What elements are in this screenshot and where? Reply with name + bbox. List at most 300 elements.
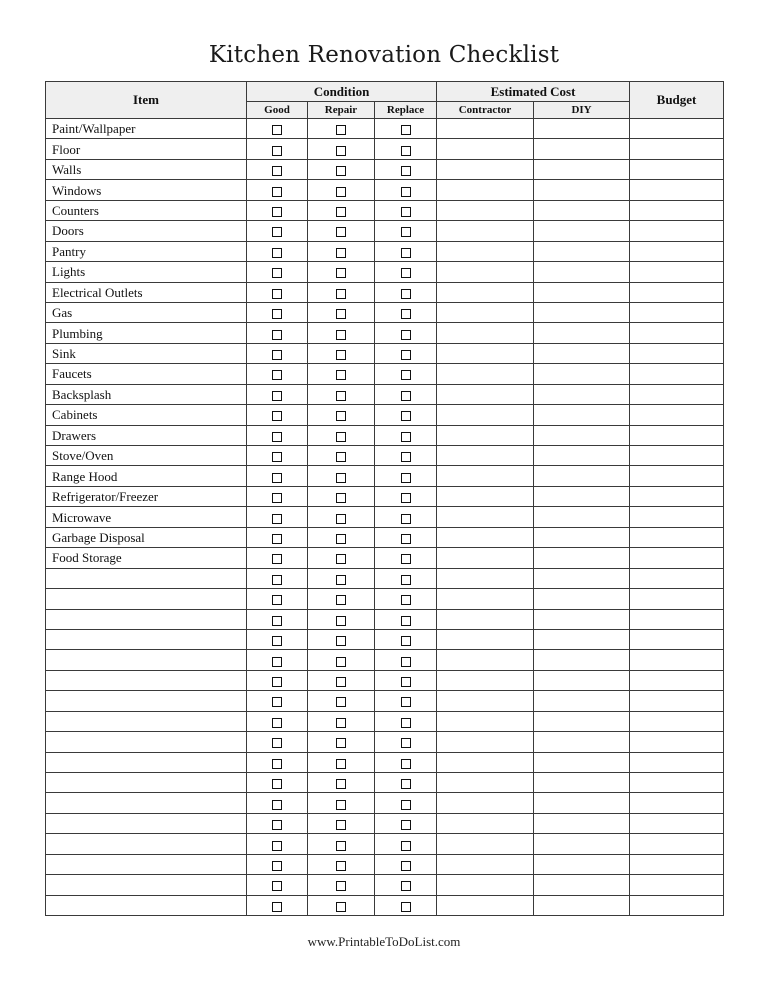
replace-checkbox[interactable] bbox=[401, 514, 411, 524]
footer-url[interactable]: www.PrintableToDoList.com bbox=[307, 934, 461, 949]
budget-cost-cell[interactable] bbox=[630, 732, 724, 752]
item-name-cell[interactable] bbox=[46, 875, 247, 895]
replace-cell bbox=[375, 180, 437, 200]
good-checkbox[interactable] bbox=[272, 391, 282, 401]
replace-checkbox[interactable] bbox=[401, 227, 411, 237]
contractor-cost-cell[interactable] bbox=[437, 875, 534, 895]
repair-checkbox[interactable] bbox=[336, 452, 346, 462]
item-name-cell[interactable] bbox=[46, 589, 247, 609]
budget-cost-cell[interactable] bbox=[630, 711, 724, 731]
table-row bbox=[46, 507, 724, 527]
good-checkbox[interactable] bbox=[272, 227, 282, 237]
item-name-cell[interactable] bbox=[46, 773, 247, 793]
repair-checkbox[interactable] bbox=[336, 554, 346, 564]
diy-cost-cell[interactable] bbox=[534, 834, 630, 854]
budget-cost-cell[interactable] bbox=[630, 834, 724, 854]
repair-checkbox[interactable] bbox=[336, 881, 346, 891]
repair-checkbox[interactable] bbox=[336, 616, 346, 626]
contractor-cost-cell[interactable] bbox=[437, 139, 534, 159]
replace-checkbox[interactable] bbox=[401, 554, 411, 564]
repair-checkbox[interactable] bbox=[336, 595, 346, 605]
diy-cost-cell[interactable] bbox=[534, 446, 630, 466]
good-checkbox[interactable] bbox=[272, 268, 282, 278]
repair-checkbox[interactable] bbox=[336, 227, 346, 237]
budget-cost-cell[interactable] bbox=[630, 650, 724, 670]
diy-cost-cell[interactable] bbox=[534, 241, 630, 261]
repair-cell bbox=[308, 834, 375, 854]
contractor-cost-cell[interactable] bbox=[437, 813, 534, 833]
budget-cost-cell[interactable] bbox=[630, 384, 724, 404]
budget-cost-cell[interactable] bbox=[630, 691, 724, 711]
replace-checkbox[interactable] bbox=[401, 718, 411, 728]
diy-cost-cell[interactable] bbox=[534, 466, 630, 486]
replace-checkbox[interactable] bbox=[401, 534, 411, 544]
replace-checkbox[interactable] bbox=[401, 187, 411, 197]
replace-checkbox[interactable] bbox=[401, 452, 411, 462]
diy-cost-cell[interactable] bbox=[534, 343, 630, 363]
good-checkbox[interactable] bbox=[272, 309, 282, 319]
contractor-cost-cell[interactable] bbox=[437, 302, 534, 322]
budget-cost-cell[interactable] bbox=[630, 221, 724, 241]
repair-cell bbox=[308, 732, 375, 752]
replace-cell bbox=[375, 425, 437, 445]
item-name-cell[interactable] bbox=[46, 691, 247, 711]
item-name-cell[interactable] bbox=[46, 609, 247, 629]
contractor-cost-cell[interactable] bbox=[437, 180, 534, 200]
contractor-cost-cell[interactable] bbox=[437, 486, 534, 506]
replace-checkbox[interactable] bbox=[401, 370, 411, 380]
replace-checkbox[interactable] bbox=[401, 473, 411, 483]
replace-checkbox[interactable] bbox=[401, 841, 411, 851]
diy-cost-cell[interactable] bbox=[534, 139, 630, 159]
good-checkbox[interactable] bbox=[272, 514, 282, 524]
item-name-cell[interactable]: Garbage Disposal bbox=[46, 527, 247, 547]
good-checkbox[interactable] bbox=[272, 820, 282, 830]
replace-checkbox[interactable] bbox=[401, 411, 411, 421]
diy-cost-cell[interactable] bbox=[534, 364, 630, 384]
replace-checkbox[interactable] bbox=[401, 493, 411, 503]
item-name-cell[interactable]: Pantry bbox=[46, 241, 247, 261]
budget-cost-cell[interactable] bbox=[630, 548, 724, 568]
repair-checkbox[interactable] bbox=[336, 493, 346, 503]
table-row bbox=[46, 486, 724, 506]
budget-cost-cell[interactable] bbox=[630, 323, 724, 343]
diy-cost-cell[interactable] bbox=[534, 629, 630, 649]
good-checkbox[interactable] bbox=[272, 616, 282, 626]
diy-cost-cell[interactable] bbox=[534, 691, 630, 711]
repair-checkbox[interactable] bbox=[336, 697, 346, 707]
repair-checkbox[interactable] bbox=[336, 370, 346, 380]
diy-cost-cell[interactable] bbox=[534, 568, 630, 588]
contractor-cost-cell[interactable] bbox=[437, 262, 534, 282]
good-checkbox[interactable] bbox=[272, 738, 282, 748]
replace-checkbox[interactable] bbox=[401, 146, 411, 156]
item-name-cell[interactable] bbox=[46, 670, 247, 690]
contractor-cost-cell[interactable] bbox=[437, 364, 534, 384]
budget-cost-cell[interactable] bbox=[630, 609, 724, 629]
replace-checkbox[interactable] bbox=[401, 636, 411, 646]
diy-cost-cell[interactable] bbox=[534, 507, 630, 527]
repair-checkbox[interactable] bbox=[336, 534, 346, 544]
budget-cost-cell[interactable] bbox=[630, 262, 724, 282]
good-checkbox[interactable] bbox=[272, 289, 282, 299]
item-name-cell[interactable]: Lights bbox=[46, 262, 247, 282]
budget-cost-cell[interactable] bbox=[630, 119, 724, 139]
budget-cost-cell[interactable] bbox=[630, 282, 724, 302]
repair-checkbox[interactable] bbox=[336, 432, 346, 442]
good-checkbox[interactable] bbox=[272, 657, 282, 667]
good-checkbox[interactable] bbox=[272, 554, 282, 564]
contractor-cost-cell[interactable] bbox=[437, 343, 534, 363]
good-checkbox[interactable] bbox=[272, 248, 282, 258]
diy-cost-cell[interactable] bbox=[534, 773, 630, 793]
replace-checkbox[interactable] bbox=[401, 697, 411, 707]
contractor-cost-cell[interactable] bbox=[437, 425, 534, 445]
item-name-cell[interactable]: Paint/Wallpaper bbox=[46, 119, 247, 139]
repair-checkbox[interactable] bbox=[336, 391, 346, 401]
replace-checkbox[interactable] bbox=[401, 268, 411, 278]
item-name-cell[interactable]: Counters bbox=[46, 200, 247, 220]
replace-cell bbox=[375, 221, 437, 241]
replace-checkbox[interactable] bbox=[401, 902, 411, 912]
good-checkbox[interactable] bbox=[272, 718, 282, 728]
replace-checkbox[interactable] bbox=[401, 881, 411, 891]
item-name-cell[interactable] bbox=[46, 629, 247, 649]
budget-cost-cell[interactable] bbox=[630, 773, 724, 793]
budget-cost-cell[interactable] bbox=[630, 343, 724, 363]
contractor-cost-cell[interactable] bbox=[437, 609, 534, 629]
repair-checkbox[interactable] bbox=[336, 514, 346, 524]
item-name-cell[interactable]: Drawers bbox=[46, 425, 247, 445]
repair-cell bbox=[308, 139, 375, 159]
contractor-cost-cell[interactable] bbox=[437, 711, 534, 731]
contractor-cost-cell[interactable] bbox=[437, 200, 534, 220]
contractor-cost-cell[interactable] bbox=[437, 895, 534, 915]
diy-cost-cell[interactable] bbox=[534, 711, 630, 731]
item-name-cell[interactable]: Faucets bbox=[46, 364, 247, 384]
repair-checkbox[interactable] bbox=[336, 166, 346, 176]
replace-checkbox[interactable] bbox=[401, 861, 411, 871]
contractor-cost-cell[interactable] bbox=[437, 650, 534, 670]
replace-checkbox[interactable] bbox=[401, 595, 411, 605]
item-name-cell[interactable]: Doors bbox=[46, 221, 247, 241]
good-checkbox[interactable] bbox=[272, 595, 282, 605]
item-name-cell[interactable] bbox=[46, 568, 247, 588]
replace-checkbox[interactable] bbox=[401, 391, 411, 401]
good-checkbox[interactable] bbox=[272, 187, 282, 197]
repair-cell bbox=[308, 343, 375, 363]
good-checkbox[interactable] bbox=[272, 800, 282, 810]
budget-cost-cell[interactable] bbox=[630, 446, 724, 466]
replace-checkbox[interactable] bbox=[401, 207, 411, 217]
replace-checkbox[interactable] bbox=[401, 657, 411, 667]
item-name-cell[interactable] bbox=[46, 813, 247, 833]
good-checkbox[interactable] bbox=[272, 861, 282, 871]
good-checkbox[interactable] bbox=[272, 146, 282, 156]
diy-cost-cell[interactable] bbox=[534, 752, 630, 772]
good-checkbox[interactable] bbox=[272, 759, 282, 769]
item-name-cell[interactable]: Backsplash bbox=[46, 384, 247, 404]
diy-cost-cell[interactable] bbox=[534, 180, 630, 200]
contractor-cost-cell[interactable] bbox=[437, 752, 534, 772]
good-checkbox[interactable] bbox=[272, 370, 282, 380]
replace-checkbox[interactable] bbox=[401, 738, 411, 748]
repair-checkbox[interactable] bbox=[336, 309, 346, 319]
item-name-cell[interactable]: Electrical Outlets bbox=[46, 282, 247, 302]
item-name-cell[interactable]: Walls bbox=[46, 159, 247, 179]
repair-checkbox[interactable] bbox=[336, 411, 346, 421]
item-name-cell[interactable]: Cabinets bbox=[46, 405, 247, 425]
good-checkbox[interactable] bbox=[272, 575, 282, 585]
budget-cost-cell[interactable] bbox=[630, 364, 724, 384]
good-checkbox[interactable] bbox=[272, 452, 282, 462]
diy-cost-cell[interactable] bbox=[534, 793, 630, 813]
good-checkbox[interactable] bbox=[272, 697, 282, 707]
good-checkbox[interactable] bbox=[272, 330, 282, 340]
good-checkbox[interactable] bbox=[272, 350, 282, 360]
contractor-cost-cell[interactable] bbox=[437, 854, 534, 874]
budget-cost-cell[interactable] bbox=[630, 568, 724, 588]
contractor-cost-cell[interactable] bbox=[437, 793, 534, 813]
repair-checkbox[interactable] bbox=[336, 800, 346, 810]
budget-cost-cell[interactable] bbox=[630, 159, 724, 179]
repair-checkbox[interactable] bbox=[336, 187, 346, 197]
diy-cost-cell[interactable] bbox=[534, 425, 630, 445]
contractor-cost-cell[interactable] bbox=[437, 282, 534, 302]
replace-checkbox[interactable] bbox=[401, 350, 411, 360]
good-checkbox[interactable] bbox=[272, 207, 282, 217]
item-name-cell[interactable]: Plumbing bbox=[46, 323, 247, 343]
budget-cost-cell[interactable] bbox=[630, 527, 724, 547]
replace-cell bbox=[375, 364, 437, 384]
good-checkbox[interactable] bbox=[272, 779, 282, 789]
item-name-cell[interactable]: Sink bbox=[46, 343, 247, 363]
diy-cost-cell[interactable] bbox=[534, 384, 630, 404]
budget-cost-cell[interactable] bbox=[630, 629, 724, 649]
replace-checkbox[interactable] bbox=[401, 616, 411, 626]
repair-checkbox[interactable] bbox=[336, 473, 346, 483]
diy-cost-cell[interactable] bbox=[534, 609, 630, 629]
replace-cell bbox=[375, 527, 437, 547]
replace-cell bbox=[375, 200, 437, 220]
budget-cost-cell[interactable] bbox=[630, 854, 724, 874]
diy-cost-cell[interactable] bbox=[534, 323, 630, 343]
budget-cost-cell[interactable] bbox=[630, 200, 724, 220]
budget-cost-cell[interactable] bbox=[630, 793, 724, 813]
item-name-cell[interactable] bbox=[46, 834, 247, 854]
repair-checkbox[interactable] bbox=[336, 248, 346, 258]
diy-cost-cell[interactable] bbox=[534, 262, 630, 282]
replace-checkbox[interactable] bbox=[401, 677, 411, 687]
replace-checkbox[interactable] bbox=[401, 166, 411, 176]
budget-cost-cell[interactable] bbox=[630, 425, 724, 445]
contractor-cost-cell[interactable] bbox=[437, 323, 534, 343]
contractor-cost-cell[interactable] bbox=[437, 405, 534, 425]
budget-cost-cell[interactable] bbox=[630, 486, 724, 506]
item-name-cell[interactable] bbox=[46, 711, 247, 731]
repair-cell bbox=[308, 119, 375, 139]
contractor-cost-cell[interactable] bbox=[437, 384, 534, 404]
repair-checkbox[interactable] bbox=[336, 330, 346, 340]
replace-checkbox[interactable] bbox=[401, 125, 411, 135]
item-name-cell[interactable] bbox=[46, 793, 247, 813]
repair-column-header: Repair bbox=[308, 102, 375, 119]
repair-checkbox[interactable] bbox=[336, 677, 346, 687]
contractor-cost-cell[interactable] bbox=[437, 834, 534, 854]
contractor-cost-cell[interactable] bbox=[437, 159, 534, 179]
budget-cost-cell[interactable] bbox=[630, 670, 724, 690]
repair-checkbox[interactable] bbox=[336, 146, 346, 156]
contractor-cost-cell[interactable] bbox=[437, 507, 534, 527]
good-checkbox[interactable] bbox=[272, 411, 282, 421]
replace-checkbox[interactable] bbox=[401, 820, 411, 830]
diy-cost-cell[interactable] bbox=[534, 650, 630, 670]
diy-cost-cell[interactable] bbox=[534, 302, 630, 322]
contractor-cost-cell[interactable] bbox=[437, 732, 534, 752]
item-name-cell[interactable] bbox=[46, 854, 247, 874]
repair-checkbox[interactable] bbox=[336, 841, 346, 851]
budget-cost-cell[interactable] bbox=[630, 507, 724, 527]
table-row bbox=[46, 609, 724, 629]
replace-checkbox[interactable] bbox=[401, 779, 411, 789]
budget-cost-cell[interactable] bbox=[630, 466, 724, 486]
repair-checkbox[interactable] bbox=[336, 738, 346, 748]
diy-cost-cell[interactable] bbox=[534, 589, 630, 609]
contractor-cost-cell[interactable] bbox=[437, 119, 534, 139]
repair-cell bbox=[308, 752, 375, 772]
good-checkbox[interactable] bbox=[272, 636, 282, 646]
diy-cost-cell[interactable] bbox=[534, 119, 630, 139]
contractor-cost-cell[interactable] bbox=[437, 773, 534, 793]
repair-cell bbox=[308, 384, 375, 404]
replace-checkbox[interactable] bbox=[401, 575, 411, 585]
item-name-cell[interactable]: Gas bbox=[46, 302, 247, 322]
repair-checkbox[interactable] bbox=[336, 861, 346, 871]
contractor-cost-cell[interactable] bbox=[437, 221, 534, 241]
repair-checkbox[interactable] bbox=[336, 268, 346, 278]
good-checkbox[interactable] bbox=[272, 432, 282, 442]
diy-cost-cell[interactable] bbox=[534, 200, 630, 220]
good-checkbox[interactable] bbox=[272, 493, 282, 503]
diy-cost-cell[interactable] bbox=[534, 486, 630, 506]
budget-cost-cell[interactable] bbox=[630, 180, 724, 200]
repair-cell bbox=[308, 405, 375, 425]
item-name-cell[interactable] bbox=[46, 752, 247, 772]
diy-cost-cell[interactable] bbox=[534, 159, 630, 179]
repair-checkbox[interactable] bbox=[336, 636, 346, 646]
good-cell bbox=[247, 568, 308, 588]
diy-cost-cell[interactable] bbox=[534, 548, 630, 568]
diy-cost-cell[interactable] bbox=[534, 405, 630, 425]
repair-cell bbox=[308, 425, 375, 445]
diy-cost-cell[interactable] bbox=[534, 282, 630, 302]
budget-cost-cell[interactable] bbox=[630, 241, 724, 261]
contractor-cost-cell[interactable] bbox=[437, 466, 534, 486]
repair-checkbox[interactable] bbox=[336, 779, 346, 789]
contractor-cost-cell[interactable] bbox=[437, 548, 534, 568]
contractor-cost-cell[interactable] bbox=[437, 589, 534, 609]
budget-cost-cell[interactable] bbox=[630, 752, 724, 772]
contractor-cost-cell[interactable] bbox=[437, 691, 534, 711]
replace-checkbox[interactable] bbox=[401, 330, 411, 340]
repair-checkbox[interactable] bbox=[336, 575, 346, 585]
budget-cost-cell[interactable] bbox=[630, 302, 724, 322]
repair-checkbox[interactable] bbox=[336, 289, 346, 299]
replace-checkbox[interactable] bbox=[401, 432, 411, 442]
good-checkbox[interactable] bbox=[272, 166, 282, 176]
budget-cost-cell[interactable] bbox=[630, 895, 724, 915]
repair-checkbox[interactable] bbox=[336, 125, 346, 135]
contractor-column-header: Contractor bbox=[437, 102, 534, 119]
budget-cost-cell[interactable] bbox=[630, 589, 724, 609]
diy-cost-cell[interactable] bbox=[534, 670, 630, 690]
good-checkbox[interactable] bbox=[272, 473, 282, 483]
diy-cost-cell[interactable] bbox=[534, 527, 630, 547]
item-name-cell[interactable]: Stove/Oven bbox=[46, 446, 247, 466]
good-checkbox[interactable] bbox=[272, 534, 282, 544]
contractor-cost-cell[interactable] bbox=[437, 670, 534, 690]
replace-checkbox[interactable] bbox=[401, 289, 411, 299]
diy-cost-cell[interactable] bbox=[534, 895, 630, 915]
good-checkbox[interactable] bbox=[272, 902, 282, 912]
item-name-cell[interactable]: Floor bbox=[46, 139, 247, 159]
repair-cell bbox=[308, 650, 375, 670]
repair-checkbox[interactable] bbox=[336, 902, 346, 912]
repair-checkbox[interactable] bbox=[336, 759, 346, 769]
item-name-cell[interactable]: Refrigerator/Freezer bbox=[46, 486, 247, 506]
budget-cost-cell[interactable] bbox=[630, 813, 724, 833]
replace-checkbox[interactable] bbox=[401, 759, 411, 769]
diy-cost-cell[interactable] bbox=[534, 854, 630, 874]
contractor-cost-cell[interactable] bbox=[437, 527, 534, 547]
table-row bbox=[46, 732, 724, 752]
item-name-cell[interactable] bbox=[46, 895, 247, 915]
diy-cost-cell[interactable] bbox=[534, 875, 630, 895]
repair-checkbox[interactable] bbox=[336, 207, 346, 217]
repair-checkbox[interactable] bbox=[336, 350, 346, 360]
contractor-cost-cell[interactable] bbox=[437, 568, 534, 588]
replace-checkbox[interactable] bbox=[401, 309, 411, 319]
contractor-cost-cell[interactable] bbox=[437, 241, 534, 261]
diy-cost-cell[interactable] bbox=[534, 221, 630, 241]
item-name-cell[interactable]: Food Storage bbox=[46, 548, 247, 568]
item-name-cell[interactable] bbox=[46, 650, 247, 670]
budget-cost-cell[interactable] bbox=[630, 875, 724, 895]
budget-cost-cell[interactable] bbox=[630, 139, 724, 159]
good-checkbox[interactable] bbox=[272, 841, 282, 851]
replace-checkbox[interactable] bbox=[401, 248, 411, 258]
item-name-cell[interactable]: Microwave bbox=[46, 507, 247, 527]
repair-checkbox[interactable] bbox=[336, 657, 346, 667]
diy-cost-cell[interactable] bbox=[534, 813, 630, 833]
replace-checkbox[interactable] bbox=[401, 800, 411, 810]
budget-cost-cell[interactable] bbox=[630, 405, 724, 425]
good-cell bbox=[247, 282, 308, 302]
repair-cell bbox=[308, 180, 375, 200]
item-name-cell[interactable]: Range Hood bbox=[46, 466, 247, 486]
good-checkbox[interactable] bbox=[272, 125, 282, 135]
good-checkbox[interactable] bbox=[272, 881, 282, 891]
contractor-cost-cell[interactable] bbox=[437, 446, 534, 466]
item-name-cell[interactable]: Windows bbox=[46, 180, 247, 200]
repair-checkbox[interactable] bbox=[336, 718, 346, 728]
repair-cell bbox=[308, 364, 375, 384]
good-checkbox[interactable] bbox=[272, 677, 282, 687]
contractor-cost-cell[interactable] bbox=[437, 629, 534, 649]
item-name-cell[interactable] bbox=[46, 732, 247, 752]
diy-cost-cell[interactable] bbox=[534, 732, 630, 752]
repair-checkbox[interactable] bbox=[336, 820, 346, 830]
